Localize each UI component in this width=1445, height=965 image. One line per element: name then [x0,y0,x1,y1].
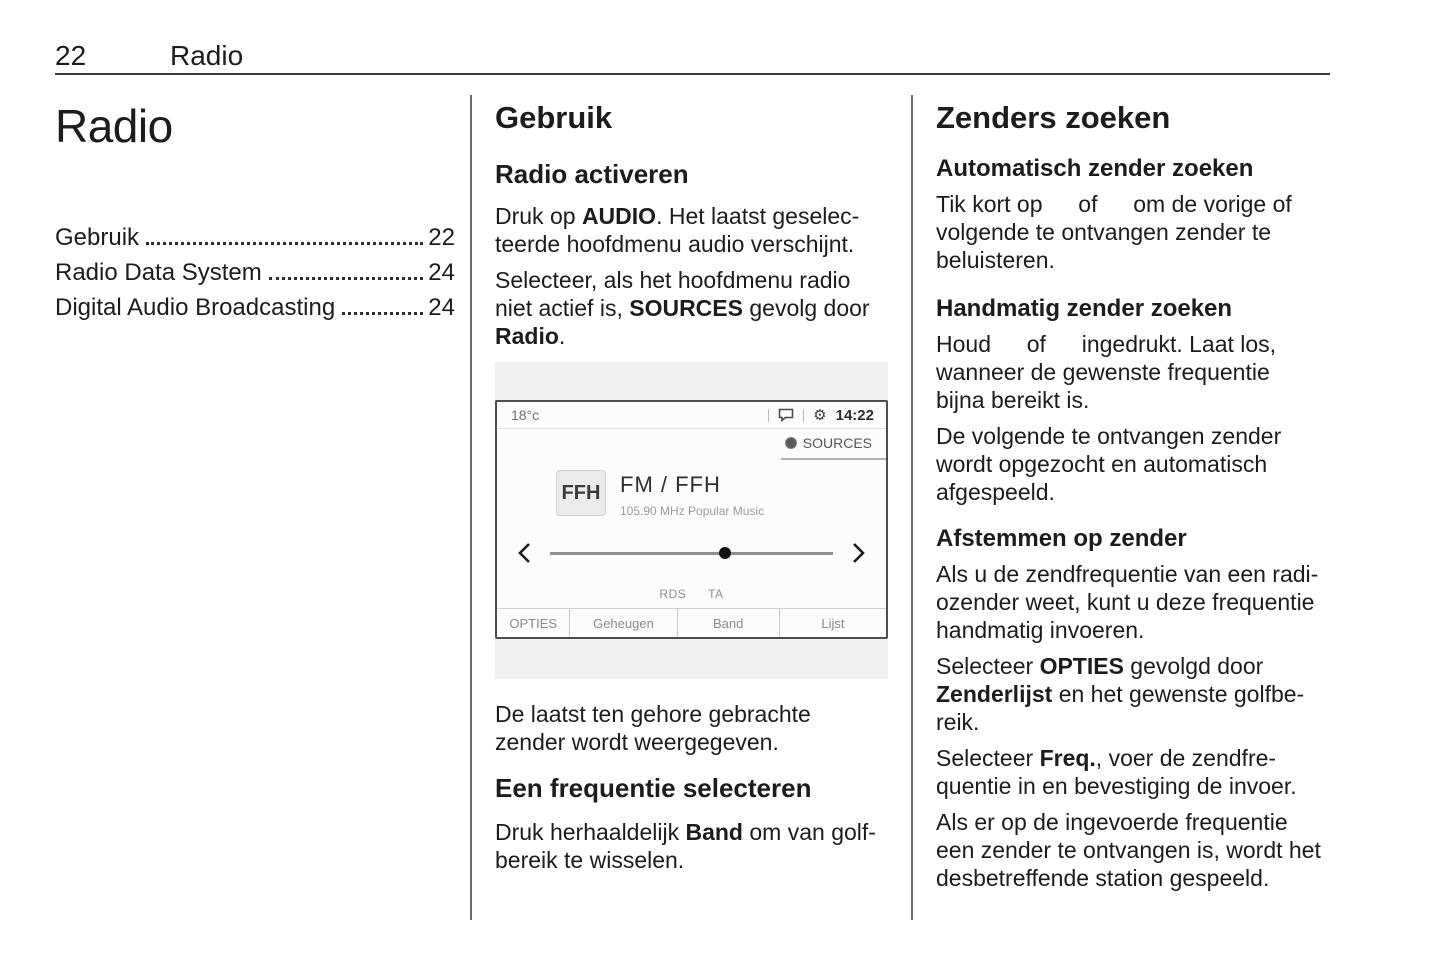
subheading-handmatig: Handmatig zender zoeken [936,295,1233,322]
page-number: 22 [55,40,87,71]
paragraph: Als er op de ingevoerde frequentie een zender te ontvangen is, wordt het desbetreffende station gespeeld. [936,809,1321,891]
paragraph: Houd of ingedrukt. Laat los, wanneer de gewenste frequentie bijna bereikt is. [936,331,1277,413]
display-status-bar [497,402,886,429]
seek-forward-button[interactable] [851,542,866,564]
paragraph: Selecteer, als het hoofdmenu radio niet actief is, SOURCES gevolg door Radio. [495,267,870,349]
subsection-radio-activeren: Radio activeren [495,159,689,189]
sources-icon [785,437,797,449]
rds-ta-flags [497,587,886,601]
subheading-afstemmen: Afstemmen op zender [936,525,1187,552]
sources-label: SOURCES [802,434,872,451]
toc-entry-gebruik[interactable] [55,217,455,252]
toc-page-number: 24 [428,259,455,286]
toc-label: Radio Data System [55,259,262,286]
toc-label: Gebruik [55,224,140,251]
rds-flag: RDS [659,587,687,601]
temperature-readout: 18°c [511,407,540,423]
settings-gear-icon[interactable]: ⚙ [813,406,827,424]
right-column [936,95,1383,892]
tuning-slider-row [497,542,886,564]
toc-leader-dots [342,312,423,315]
toc-page-number: 24 [428,294,455,321]
toc-entry-radio-data-system[interactable] [55,252,455,287]
station-frequency-genre: 105.90 MHz Popular Music [620,504,765,518]
ta-flag: TA [708,587,724,601]
subheading-automatisch: Automatisch zender zoeken [936,155,1254,182]
menu-lijst[interactable]: Lijst [779,609,886,637]
column-divider-right [911,95,913,920]
paragraph: Als u de zendfrequentie van een radi- ozender weet, kunt u deze frequentie handmatig invoeren. [936,561,1319,643]
toc-page-number: 22 [428,224,455,251]
chapter-title: Radio [55,100,173,152]
sources-button[interactable] [781,429,886,460]
menu-opties[interactable]: OPTIES [509,615,558,631]
station-logo[interactable]: FFH [556,470,606,516]
section-heading-gebruik: Gebruik [495,100,613,135]
clock-readout: 14:22 [835,406,874,424]
paragraph: Selecteer Freq., voer de zendfre- quentie in en bevestiging de invoer. [936,745,1297,799]
toc-leader-dots [269,277,424,280]
header-rule [55,73,1330,75]
column-divider-left [470,95,472,920]
message-bubble-icon[interactable] [778,408,794,422]
slider-thumb[interactable] [719,547,731,559]
table-of-contents [55,217,455,322]
seek-back-button[interactable] [517,542,532,564]
menu-geheugen[interactable]: Geheugen [569,609,676,637]
menu-band[interactable]: Band [677,609,779,637]
paragraph: Druk op AUDIO. Het laatst geselec- teerde hoofdmenu audio verschijnt. [495,203,860,257]
toc-label: Digital Audio Broadcasting [55,294,336,321]
section-heading-zenders-zoeken: Zenders zoeken [936,100,1171,135]
toc-leader-dots [146,242,423,245]
chapter-name: Radio [170,40,244,71]
status-separator [803,409,804,422]
paragraph: De laatst ten gehore gebrachte zender wordt weergegeven. [495,701,811,755]
middle-column [495,95,890,874]
display-menu-bar [497,608,886,637]
paragraph: Tik kort op of om de vorige of volgende te ontvangen zender te beluisteren. [936,191,1292,273]
radio-display-figure [495,362,888,679]
station-info-row [556,470,886,518]
status-separator [768,409,769,422]
sources-row [497,429,886,460]
toc-entry-digital-audio-broadcasting[interactable] [55,287,455,322]
paragraph: Selecteer OPTIES gevolgd door Zenderlijst en het gewenste golfbe- reik. [936,653,1305,735]
radio-display-screen [495,400,888,639]
frequency-slider-track[interactable] [550,552,833,555]
paragraph: Druk herhaaldelijk Band om van golf- bereik te wisselen. [495,819,876,873]
station-name: FM / FFH [620,472,721,497]
left-column [55,95,455,322]
paragraph: De volgende te ontvangen zender wordt opgezocht en automatisch afgespeeld. [936,423,1282,505]
subsection-frequentie-selecteren: Een frequentie selecteren [495,773,812,803]
